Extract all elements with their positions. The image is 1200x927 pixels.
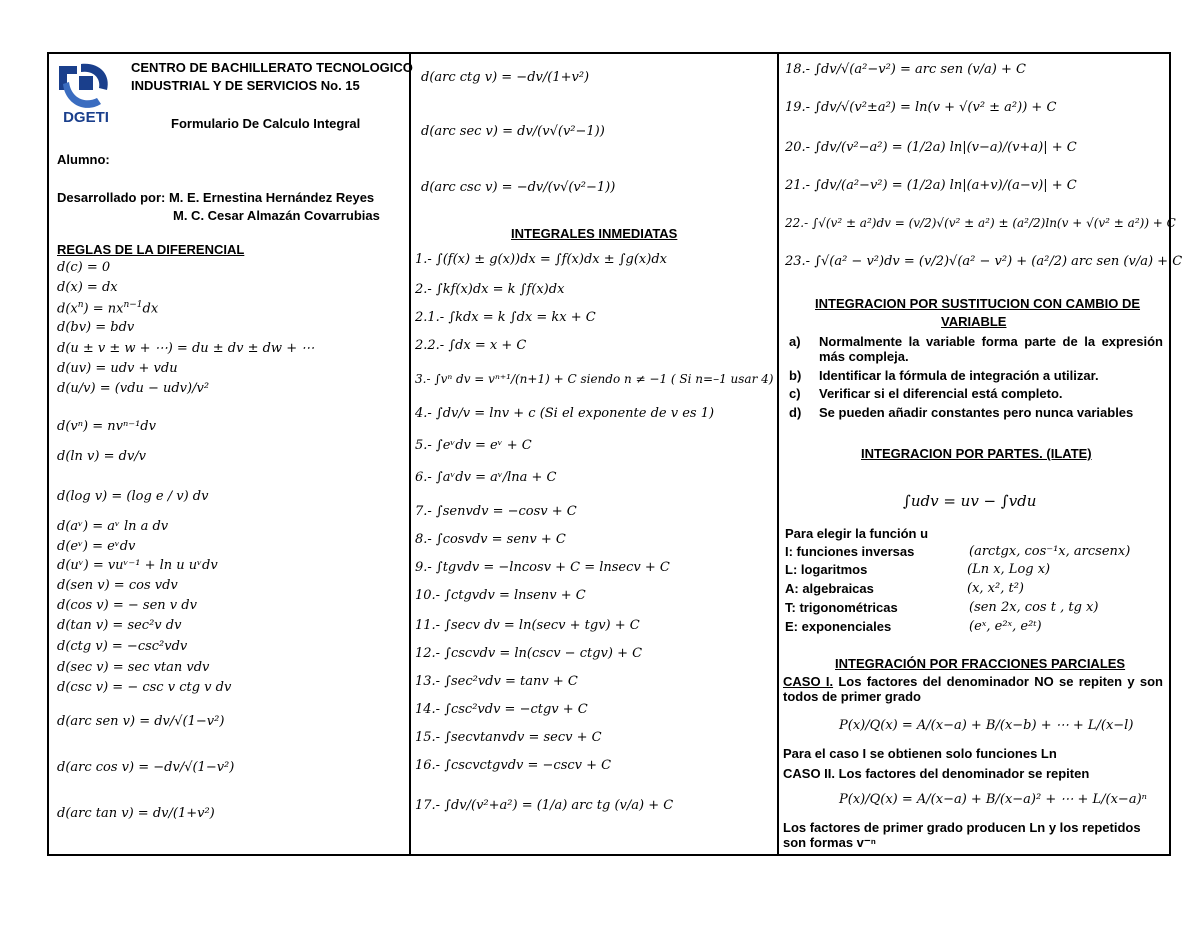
ilate-intro: Para elegir la función u bbox=[785, 526, 929, 541]
integral-formula: 15.- ∫secvtanvdv = secv + C bbox=[415, 730, 602, 745]
integral-formula: 2.1.- ∫kdx = k ∫dx = kx + C bbox=[415, 310, 596, 325]
step-marker: b) bbox=[789, 368, 802, 383]
substitution-step-b: Identificar la fórmula de integración a utilizar. bbox=[819, 368, 1099, 383]
diff-rule: d(log v) = (log e / v) dv bbox=[57, 489, 209, 504]
ilate-label: L: logaritmos bbox=[785, 562, 868, 577]
ilate-label: I: funciones inversas bbox=[785, 544, 915, 559]
integral-formula: 2.2.- ∫dx = x + C bbox=[415, 338, 527, 353]
final-note: Los factores de primer grado producen Ln y los repetidos son formas v⁻ⁿ bbox=[783, 820, 1141, 850]
integral-formula: 20.- ∫dv/(v²−a²) = (1/2a) ln|(v−a)/(v+a)| + C bbox=[785, 140, 1077, 155]
step-marker: a) bbox=[789, 334, 801, 349]
step-marker: d) bbox=[789, 405, 802, 420]
diff-rule: d(cos v) = − sen v dv bbox=[57, 598, 197, 613]
substitution-step-d: Se pueden añadir constantes pero nunca variables bbox=[819, 405, 1134, 420]
integral-formula: 17.- ∫dv/(v²+a²) = (1/a) arc tg (v/a) + C bbox=[415, 798, 674, 813]
case2-text: CASO II. Los factores del denominador se repiten bbox=[783, 766, 1090, 781]
diff-rule: d(eᵛ) = eᵛdv bbox=[57, 539, 136, 554]
integral-formula: 16.- ∫cscvctgvdv = −cscv + C bbox=[415, 758, 612, 773]
ilate-example: (x, x², t²) bbox=[967, 581, 1024, 596]
diff-rules-heading: REGLAS DE LA DIFERENCIAL bbox=[57, 242, 245, 257]
ilate-example: (Ln x, Log x) bbox=[967, 562, 1051, 577]
diff-rule: d(arc tan v) = dv/(1+v²) bbox=[57, 806, 215, 821]
diff-rule: d(arc sec v) = dv/(v√(v²−1)) bbox=[421, 124, 605, 139]
parts-formula: ∫udv = uv − ∫vdu bbox=[903, 492, 1037, 510]
integral-formula: 8.- ∫cosvdv = senv + C bbox=[415, 532, 566, 547]
diff-rule: d(vⁿ) = nvⁿ⁻¹dv bbox=[57, 419, 156, 434]
substitution-heading-2: VARIABLE bbox=[941, 314, 1007, 329]
school-name-line1: CENTRO DE BACHILLERATO TECNOLOGICO bbox=[131, 60, 413, 75]
diff-rule: d(csc v) = − csc v ctg v dv bbox=[57, 680, 232, 695]
integral-formula: 23.- ∫√(a² − v²)dv = (v/2)√(a² − v²) + (a²/2) arc sen (v/a) + C bbox=[785, 254, 1183, 269]
integral-formula: 21.- ∫dv/(a²−v²) = (1/2a) ln|(a+v)/(a−v)| + C bbox=[785, 178, 1077, 193]
integral-formula: 1.- ∫(f(x) ± g(x))dx = ∫f(x)dx ± ∫g(x)dx bbox=[415, 252, 667, 267]
diff-rule: d(aᵛ) = aᵛ ln a dv bbox=[57, 519, 169, 534]
case2-formula: P(x)/Q(x) = A/(x−a) + B/(x−a)² + ⋯ + L/(x−a)ⁿ bbox=[839, 792, 1147, 807]
diff-rule: d(sec v) = sec vtan vdv bbox=[57, 660, 210, 675]
case1-note: Para el caso I se obtienen solo funciones Ln bbox=[783, 746, 1057, 761]
diff-rule: d(ln v) = dv/v bbox=[57, 449, 147, 464]
integral-formula: 12.- ∫cscvdv = ln(cscv − ctgv) + C bbox=[415, 646, 643, 661]
integral-formula: 5.- ∫eᵛdv = eᵛ + C bbox=[415, 438, 532, 453]
diff-rule: d(arc cos v) = −dv/√(1−v²) bbox=[57, 760, 235, 775]
integral-formula: 22.- ∫√(v² ± a²)dv = (v/2)√(v² ± a²) ± (a²/2)ln(v + √(v² ± a²)) + C bbox=[785, 216, 1176, 230]
fractions-heading: INTEGRACIÓN POR FRACCIONES PARCIALES bbox=[835, 656, 1126, 671]
diff-rule: d(x) = dx bbox=[57, 280, 118, 295]
svg-text:DGETI: DGETI bbox=[63, 109, 109, 126]
ilate-example: (arctgx, cos⁻¹x, arcsenx) bbox=[969, 544, 1131, 559]
ilate-label: A: algebraicas bbox=[785, 581, 874, 596]
immediate-integrals-heading: INTEGRALES INMEDIATAS bbox=[511, 226, 678, 241]
column-1 bbox=[49, 54, 411, 854]
integral-formula: 6.- ∫aᵛdv = aᵛ/lna + C bbox=[415, 470, 557, 485]
column-3 bbox=[779, 54, 1183, 854]
step-marker: c) bbox=[789, 386, 801, 401]
school-name-line2: INDUSTRIAL Y DE SERVICIOS No. 15 bbox=[131, 78, 360, 93]
diff-rule: d(tan v) = sec²v dv bbox=[57, 618, 182, 633]
substitution-heading: INTEGRACION POR SUSTITUCION CON CAMBIO DE bbox=[815, 296, 1141, 311]
substitution-step-c: Verificar si el diferencial está completo. bbox=[819, 386, 1063, 401]
diff-rule: d(arc ctg v) = −dv/(1+v²) bbox=[421, 70, 590, 85]
dgeti-logo bbox=[55, 60, 117, 126]
substitution-step-a: Normalmente la variable forma parte de la expresión más compleja. bbox=[819, 334, 1163, 364]
ilate-example: (eˣ, e²ˣ, e²ᵗ) bbox=[969, 619, 1042, 634]
integral-formula: 18.- ∫dv/√(a²−v²) = arc sen (v/a) + C bbox=[785, 62, 1026, 77]
case1-formula: P(x)/Q(x) = A/(x−a) + B/(x−b) + ⋯ + L/(x−l) bbox=[839, 718, 1134, 733]
diff-rule: d(u/v) = (vdu − udv)/v² bbox=[57, 381, 210, 396]
integral-formula: 3.- ∫vⁿ dv = vⁿ⁺¹/(n+1) + C siendo n ≠ −1 ( Si n=–1 usar 4) bbox=[415, 372, 774, 386]
integral-formula: 14.- ∫csc²vdv = −ctgv + C bbox=[415, 702, 588, 717]
diff-rule: d(bv) = bdv bbox=[57, 320, 135, 335]
integral-formula: 9.- ∫tgvdv = −lncosv + C = lnsecv + C bbox=[415, 560, 670, 575]
integral-formula: 13.- ∫sec²vdv = tanv + C bbox=[415, 674, 578, 689]
diff-rule: $d(x^n) = nx^{n-1}dx$ bbox=[57, 300, 159, 317]
case1-text: CASO I. Los factores del denominador NO se repiten y son todos de primer grado bbox=[783, 674, 1163, 704]
diff-rule: d(c) = 0 bbox=[57, 260, 111, 275]
integral-formula: 7.- ∫senvdv = −cosv + C bbox=[415, 504, 577, 519]
integral-formula: 2.- ∫kf(x)dx = k ∫f(x)dx bbox=[415, 282, 565, 297]
author-line2: M. C. Cesar Almazán Covarrubias bbox=[173, 208, 380, 223]
integral-formula: 19.- ∫dv/√(v²±a²) = ln(v + √(v² ± a²)) + C bbox=[785, 100, 1057, 115]
ilate-example: (sen 2x, cos t , tg x) bbox=[969, 600, 1099, 615]
diff-rule: d(uᵛ) = vuᵛ⁻¹ + ln u uᵛdv bbox=[57, 558, 218, 573]
formula-sheet bbox=[47, 52, 1183, 856]
ilate-label: T: trigonométricas bbox=[785, 600, 898, 615]
integral-formula: 10.- ∫ctgvdv = lnsenv + C bbox=[415, 588, 586, 603]
integral-formula: 4.- ∫dv/v = lnv + c (Si el exponente de v es 1) bbox=[415, 406, 715, 421]
document-title: Formulario De Calculo Integral bbox=[171, 116, 361, 131]
ilate-label: E: exponenciales bbox=[785, 619, 892, 634]
diff-rule: d(uv) = udv + vdu bbox=[57, 361, 178, 376]
diff-rule: d(u ± v ± w + ⋯) = du ± dv ± dw + ⋯ bbox=[57, 341, 315, 356]
diff-rule: d(arc csc v) = −dv/(v√(v²−1)) bbox=[421, 180, 616, 195]
column-2 bbox=[411, 54, 779, 854]
diff-rule: d(arc sen v) = dv/√(1−v²) bbox=[57, 714, 225, 729]
author-line1: Desarrollado por: M. E. Ernestina Hernández Reyes bbox=[57, 190, 375, 205]
integral-formula: 11.- ∫secv dv = ln(secv + tgv) + C bbox=[415, 618, 640, 633]
student-label: Alumno: bbox=[57, 152, 110, 167]
diff-rule: d(ctg v) = −csc²vdv bbox=[57, 639, 188, 654]
parts-heading: INTEGRACION POR PARTES. (ILATE) bbox=[861, 446, 1092, 461]
diff-rule: d(sen v) = cos vdv bbox=[57, 578, 178, 593]
